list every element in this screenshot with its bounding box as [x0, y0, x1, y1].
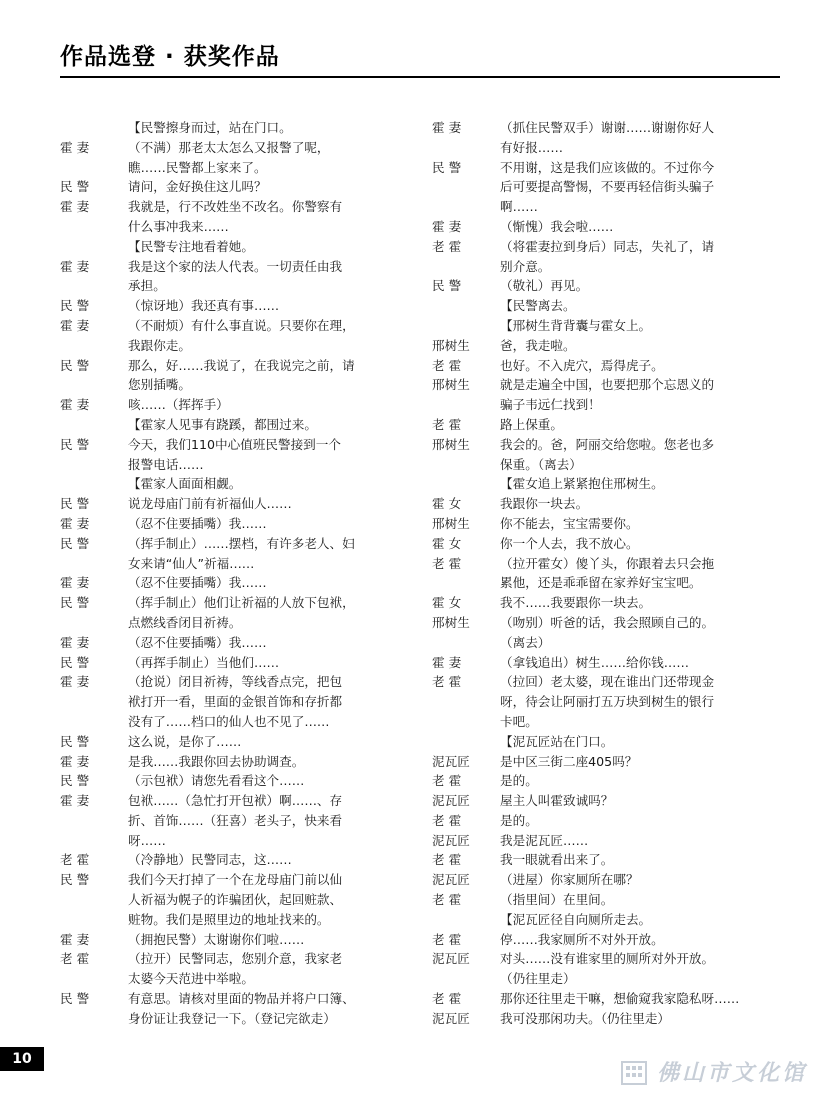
- line-text: 请问，金好换住这儿吗？: [128, 179, 267, 195]
- speaker-name: 霍 妻: [60, 634, 90, 650]
- speaker-name: 霍 妻: [60, 674, 90, 690]
- dialogue-line: [60, 138, 410, 158]
- dialogue-line: [432, 356, 782, 376]
- dialogue-line: [60, 752, 410, 772]
- page-title: 作品选登 · 获奖作品: [60, 44, 280, 70]
- speaker-name: 霍 妻: [432, 120, 462, 135]
- speaker-name: 老 霍: [432, 812, 462, 828]
- speaker-name: 民 警: [60, 496, 90, 512]
- speaker-name: 霍 妻: [60, 515, 90, 531]
- line-text: （吻别）听爸的话，我会照顾自己的。: [500, 614, 715, 630]
- dialogue-line: [60, 910, 410, 930]
- dialogue-line: [60, 613, 410, 633]
- speaker-name: 老 霍: [432, 931, 462, 947]
- speaker-name: [60, 118, 128, 138]
- line-text: 屋主人叫霍致诚吗？: [500, 793, 614, 809]
- dialogue-line: [60, 296, 410, 316]
- line-text: 今天，我们110中心值班民警接到一个: [128, 436, 341, 452]
- speaker-name: 泥瓦匠: [432, 793, 470, 809]
- dialogue-line: [60, 158, 410, 178]
- speaker-name: [432, 257, 500, 277]
- dialogue-line: [432, 969, 782, 989]
- speaker-name: 民 警: [60, 595, 90, 611]
- dialogue-line: [60, 870, 410, 890]
- speaker-name: 霍 妻: [60, 258, 90, 274]
- speaker-name: 霍 妻: [60, 397, 90, 413]
- speaker-name: [60, 455, 128, 475]
- speaker-name: 霍 女: [432, 535, 462, 551]
- line-text: 对头……没有谁家里的厕所对外开放。: [500, 951, 715, 967]
- line-text: 什么事冲我来……: [128, 218, 229, 234]
- line-text: 别介意。: [500, 258, 551, 274]
- line-text: 那你还往里走干嘛，想偷窥我家隐私呀……: [500, 991, 740, 1007]
- line-text: 女来请“仙人”祈福……: [128, 555, 255, 571]
- line-text: （离去）: [500, 634, 551, 650]
- speaker-name: [432, 732, 500, 752]
- speaker-name: 泥瓦匠: [432, 753, 470, 769]
- dialogue-line: [432, 316, 782, 336]
- line-text: （挥手制止）他们让祈福的人放下包袱，: [128, 595, 355, 611]
- dialogue-line: [60, 791, 410, 811]
- line-text: （拉开）民警同志，您别介意，我家老: [128, 951, 343, 967]
- line-text: （冷静地）民警同志，这……: [128, 852, 292, 868]
- line-text: 折、首饰……（狂喜）老头子，快来看: [128, 812, 343, 828]
- line-text: （不耐烦）有什么事直说。只要你在理，: [128, 317, 355, 333]
- speaker-name: 民 警: [60, 298, 90, 314]
- line-text: 【泥瓦匠径自向厕所走去。: [500, 911, 652, 927]
- speaker-name: 霍 妻: [60, 317, 90, 333]
- line-text: 那么，好……我说了，在我说完之前，请: [128, 357, 355, 373]
- speaker-name: [432, 474, 500, 494]
- line-text: 点燃线香闭目祈祷。: [128, 614, 242, 630]
- speaker-name: [60, 237, 128, 257]
- line-text: 保重。（离去）: [500, 456, 582, 472]
- dialogue-line: [60, 831, 410, 851]
- line-text: 我不……我要跟你一块去。: [500, 595, 652, 611]
- line-text: 有意思。请核对里面的物品并将户口簿、: [128, 991, 355, 1007]
- line-text: 【民警离去。: [500, 298, 576, 314]
- dialogue-line: [432, 276, 782, 296]
- dialogue-line: [432, 593, 782, 613]
- line-text: 是的。: [500, 812, 538, 828]
- speaker-name: 霍 妻: [60, 931, 90, 947]
- dialogue-line: [60, 850, 410, 870]
- dialogue-line: [60, 930, 410, 950]
- line-text: 我跟你一块去。: [500, 496, 589, 512]
- speaker-name: [60, 158, 128, 178]
- dialogue-line: [60, 633, 410, 653]
- line-text: （示包袱）请您先看看这个……: [128, 773, 305, 789]
- speaker-name: [60, 217, 128, 237]
- right-column: [432, 118, 782, 1029]
- line-text: （惊讶地）我还真有事……: [128, 298, 280, 314]
- speaker-name: [60, 910, 128, 930]
- line-text: （挥手制止）……摆档，有许多老人、妇: [128, 535, 355, 551]
- speaker-name: 老 霍: [60, 951, 90, 967]
- line-text: 累他，还是乖乖留在家养好宝宝吧。: [500, 575, 702, 591]
- line-text: 【霍家人面面相觑。: [128, 476, 242, 492]
- dialogue-line: [60, 494, 410, 514]
- dialogue-line: [432, 494, 782, 514]
- line-text: 【泥瓦匠站在门口。: [500, 733, 614, 749]
- speaker-name: 霍 妻: [432, 654, 462, 670]
- dialogue-line: [432, 554, 782, 574]
- line-text: 你一个人去，我不放心。: [500, 535, 639, 551]
- line-text: 太婆今天范进中举啦。: [128, 971, 254, 987]
- line-text: 路上保重。: [500, 416, 563, 432]
- line-text: 骗子韦远仁找到！: [500, 397, 601, 413]
- speaker-name: [432, 455, 500, 475]
- dialogue-line: [432, 930, 782, 950]
- speaker-name: [432, 316, 500, 336]
- line-text: 【霍家人见事有跷蹊，都围过来。: [128, 416, 317, 432]
- line-text: 赃物。我们是照里边的地址找来的。: [128, 911, 330, 927]
- line-text: 你不能去，宝宝需要你。: [500, 515, 639, 531]
- dialogue-line: [60, 455, 410, 475]
- dialogue-line: [60, 336, 410, 356]
- speaker-name: 泥瓦匠: [432, 951, 470, 967]
- line-text: 我是泥瓦匠……: [500, 832, 589, 848]
- speaker-name: [60, 415, 128, 435]
- line-text: 承担。: [128, 278, 166, 294]
- speaker-name: 民 警: [60, 872, 90, 888]
- dialogue-line: [60, 118, 410, 138]
- line-text: 瞧……民警都上家来了。: [128, 159, 267, 175]
- dialogue-line: [60, 316, 410, 336]
- line-text: （进屋）你家厕所在哪？: [500, 872, 639, 888]
- speaker-name: 民 警: [60, 654, 90, 670]
- speaker-name: 老 霍: [432, 238, 462, 254]
- line-text: 包袱……（急忙打开包袱）啊……、存: [128, 793, 343, 809]
- dialogue-line: [432, 296, 782, 316]
- dialogue-line: [60, 732, 410, 752]
- dialogue-line: [60, 534, 410, 554]
- dialogue-line: [432, 375, 782, 395]
- dialogue-line: [432, 633, 782, 653]
- line-text: 【霍女追上紧紧抱住邢树生。: [500, 476, 664, 492]
- line-text: 身份证让我登记一下。（登记完欲走）: [128, 1010, 336, 1026]
- speaker-name: [60, 276, 128, 296]
- speaker-name: [60, 692, 128, 712]
- dialogue-line: [432, 395, 782, 415]
- dialogue-line: [432, 692, 782, 712]
- dialogue-line: [60, 554, 410, 574]
- dialogue-line: [432, 910, 782, 930]
- speaker-name: [60, 969, 128, 989]
- dialogue-line: [432, 732, 782, 752]
- dialogue-line: [60, 356, 410, 376]
- line-text: 就是走遍全中国，也要把那个忘恩义的: [500, 377, 715, 393]
- dialogue-line: [60, 217, 410, 237]
- speaker-name: 邢树生: [432, 377, 470, 393]
- speaker-name: 邢树生: [432, 337, 470, 353]
- line-text: 啊……: [500, 199, 538, 215]
- speaker-name: 老 霍: [432, 674, 462, 690]
- dialogue-line: [432, 771, 782, 791]
- speaker-name: 老 霍: [432, 892, 462, 908]
- dialogue-line: [60, 811, 410, 831]
- line-text: 停……我家厕所不对外开放。: [500, 931, 664, 947]
- dialogue-line: [432, 534, 782, 554]
- dialogue-line: [432, 890, 782, 910]
- dialogue-line: [432, 831, 782, 851]
- dialogue-line: [432, 336, 782, 356]
- line-text: 我就是，行不改姓坐不改名。你警察有: [128, 199, 343, 215]
- speaker-name: 民 警: [60, 436, 90, 452]
- line-text: （忍不住要插嘴）我……: [128, 515, 267, 531]
- speaker-name: [60, 1009, 128, 1029]
- dialogue-line: [432, 158, 782, 178]
- speaker-name: [432, 197, 500, 217]
- dialogue-line: [60, 573, 410, 593]
- line-text: （忍不住要插嘴）我……: [128, 634, 267, 650]
- speaker-name: [432, 573, 500, 593]
- line-text: （抢说）闭目祈祷，等线香点完，把包: [128, 674, 343, 690]
- dialogue-line: [60, 197, 410, 217]
- speaker-name: 民 警: [60, 357, 90, 373]
- line-text: 我可没那闲功夫。（仍往里走）: [500, 1010, 671, 1026]
- dialogue-line: [60, 237, 410, 257]
- line-text: （拥抱民警）太谢谢你们啦……: [128, 931, 305, 947]
- dialogue-line: [432, 653, 782, 673]
- dialogue-line: [432, 217, 782, 237]
- page-header: [60, 40, 780, 74]
- dialogue-line: [432, 237, 782, 257]
- dialogue-line: [432, 177, 782, 197]
- line-text: 也好。不入虎穴，焉得虎子。: [500, 357, 664, 373]
- line-text: （拉开霍女）傻丫头，你跟着去只会拖: [500, 555, 715, 571]
- line-text: 我会的。爸，阿丽交给您啦。您老也多: [500, 436, 715, 452]
- dialogue-line: [432, 474, 782, 494]
- speaker-name: [432, 692, 500, 712]
- dialogue-line: [60, 672, 410, 692]
- speaker-name: 民 警: [432, 278, 462, 294]
- line-text: 我跟你走。: [128, 337, 191, 353]
- dialogue-line: [432, 870, 782, 890]
- speaker-name: 老 霍: [432, 555, 462, 571]
- speaker-name: [60, 890, 128, 910]
- line-text: 不用谢，这是我们应该做的。不过你今: [500, 159, 715, 175]
- dialogue-line: [60, 712, 410, 732]
- line-text: （抓住民警双手）谢谢……谢谢你好人: [500, 120, 715, 135]
- speaker-name: [432, 910, 500, 930]
- header-rule: [60, 76, 780, 78]
- speaker-name: [60, 811, 128, 831]
- speaker-name: [60, 613, 128, 633]
- dialogue-line: [60, 949, 410, 969]
- watermark-text: 佛山市文化馆: [656, 1059, 807, 1086]
- dialogue-line: [60, 890, 410, 910]
- speaker-name: 霍 妻: [60, 793, 90, 809]
- dialogue-line: [60, 1009, 410, 1029]
- speaker-name: [432, 969, 500, 989]
- page-number: 10: [0, 1047, 44, 1071]
- dialogue-line: [60, 435, 410, 455]
- speaker-name: [432, 633, 500, 653]
- line-text: 爸，我走啦。: [500, 337, 576, 353]
- line-text: （不满）那老太太怎么又报警了呢，: [128, 139, 330, 155]
- speaker-name: 民 警: [60, 179, 90, 195]
- speaker-name: 老 霍: [432, 773, 462, 789]
- speaker-name: 邢树生: [432, 614, 470, 630]
- dialogue-line: [60, 395, 410, 415]
- dialogue-line: [60, 514, 410, 534]
- left-column: [60, 118, 410, 1029]
- line-text: 是的。: [500, 773, 538, 789]
- building-logo-icon: [619, 1056, 649, 1086]
- dialogue-line: [432, 752, 782, 772]
- line-text: 没有了……档口的仙人也不见了……: [128, 713, 330, 729]
- line-text: 咳……（挥挥手）: [128, 397, 229, 413]
- line-text: 呀……: [128, 832, 166, 848]
- dialogue-line: [432, 138, 782, 158]
- line-text: （惭愧）我会啦……: [500, 218, 614, 234]
- dialogue-line: [432, 672, 782, 692]
- dialogue-line: [432, 573, 782, 593]
- speaker-name: [432, 177, 500, 197]
- dialogue-line: [432, 613, 782, 633]
- speaker-name: [432, 712, 500, 732]
- speaker-name: 霍 妻: [60, 139, 90, 155]
- line-text: （指里间）在里间。: [500, 892, 614, 908]
- speaker-name: [60, 712, 128, 732]
- dialogue-line: [60, 474, 410, 494]
- line-text: 您别插嘴。: [128, 377, 191, 393]
- speaker-name: 民 警: [60, 535, 90, 551]
- line-text: 有好报……: [500, 139, 563, 155]
- speaker-name: [432, 395, 500, 415]
- speaker-name: 民 警: [432, 159, 462, 175]
- speaker-name: [60, 336, 128, 356]
- dialogue-line: [60, 257, 410, 277]
- speaker-name: [60, 375, 128, 395]
- speaker-name: 霍 妻: [60, 575, 90, 591]
- line-text: 报警电话……: [128, 456, 204, 472]
- speaker-name: 老 霍: [432, 357, 462, 373]
- line-text: 这么说，是你了……: [128, 733, 242, 749]
- dialogue-line: [60, 276, 410, 296]
- line-text: 是中区三街二座405吗？: [500, 753, 638, 769]
- line-text: 呀，待会让阿丽打五万块到树生的银行: [500, 694, 715, 710]
- speaker-name: [60, 831, 128, 851]
- line-text: （拿钱追出）树生……给你钱……: [500, 654, 689, 670]
- dialogue-line: [60, 989, 410, 1009]
- line-text: （忍不住要插嘴）我……: [128, 575, 267, 591]
- line-text: （拉回）老太婆，现在谁出门还带现金: [500, 674, 715, 690]
- dialogue-line: [60, 177, 410, 197]
- speaker-name: 霍 女: [432, 496, 462, 512]
- line-text: 我一眼就看出来了。: [500, 852, 614, 868]
- dialogue-line: [432, 514, 782, 534]
- dialogue-line: [432, 949, 782, 969]
- speaker-name: 老 霍: [432, 852, 462, 868]
- line-text: 【民警擦身而过，站在门口。: [128, 120, 292, 135]
- dialogue-line: [60, 653, 410, 673]
- dialogue-line: [432, 712, 782, 732]
- line-text: 后可要提高警惕，不要再轻信街头骗子: [500, 179, 715, 195]
- line-text: 是我……我跟你回去协助调查。: [128, 753, 305, 769]
- speaker-name: 老 霍: [60, 852, 90, 868]
- dialogue-line: [432, 850, 782, 870]
- dialogue-line: [432, 455, 782, 475]
- speaker-name: 民 警: [60, 773, 90, 789]
- dialogue-line: [60, 969, 410, 989]
- dialogue-line: [60, 771, 410, 791]
- speaker-name: 泥瓦匠: [432, 1010, 470, 1026]
- speaker-name: 民 警: [60, 991, 90, 1007]
- dialogue-line: [60, 692, 410, 712]
- speaker-name: [60, 474, 128, 494]
- speaker-name: 邢树生: [432, 515, 470, 531]
- dialogue-line: [432, 989, 782, 1009]
- line-text: 【民警专注地看着她。: [128, 238, 254, 254]
- speaker-name: 霍 妻: [60, 753, 90, 769]
- speaker-name: 霍 女: [432, 595, 462, 611]
- line-text: 人祈福为幌子的诈骗团伙，起回赃款、: [128, 892, 343, 908]
- dialogue-line: [432, 197, 782, 217]
- line-text: （敬礼）再见。: [500, 278, 589, 294]
- dialogue-line: [432, 415, 782, 435]
- dialogue-line: [432, 791, 782, 811]
- line-text: 说龙母庙门前有祈福仙人……: [128, 496, 292, 512]
- line-text: （将霍妻拉到身后）同志，失礼了，请: [500, 238, 715, 254]
- line-text: 我们今天打掉了一个在龙母庙门前以仙: [128, 872, 343, 888]
- speaker-name: 邢树生: [432, 436, 470, 452]
- speaker-name: 老 霍: [432, 991, 462, 1007]
- dialogue-line: [60, 375, 410, 395]
- dialogue-line: [432, 435, 782, 455]
- line-text: 【邢树生背背囊与霍女上。: [500, 317, 652, 333]
- speaker-name: 老 霍: [432, 416, 462, 432]
- dialogue-line: [432, 118, 782, 138]
- speaker-name: 民 警: [60, 733, 90, 749]
- dialogue-line: [432, 257, 782, 277]
- speaker-name: 泥瓦匠: [432, 872, 470, 888]
- line-text: 我是这个家的法人代表。一切责任由我: [128, 258, 343, 274]
- line-text: 卡吧。: [500, 713, 538, 729]
- speaker-name: [432, 138, 500, 158]
- dialogue-line: [60, 593, 410, 613]
- dialogue-line: [432, 1009, 782, 1029]
- speaker-name: [432, 296, 500, 316]
- watermark: [619, 1053, 807, 1089]
- speaker-name: 霍 妻: [60, 199, 90, 215]
- dialogue-line: [60, 415, 410, 435]
- speaker-name: 霍 妻: [432, 218, 462, 234]
- speaker-name: 泥瓦匠: [432, 832, 470, 848]
- line-text: 袱打开一看，里面的金银首饰和存折都: [128, 694, 343, 710]
- dialogue-line: [432, 811, 782, 831]
- line-text: （再挥手制止）当他们……: [128, 654, 280, 670]
- speaker-name: [60, 554, 128, 574]
- line-text: （仍往里走）: [500, 971, 576, 987]
